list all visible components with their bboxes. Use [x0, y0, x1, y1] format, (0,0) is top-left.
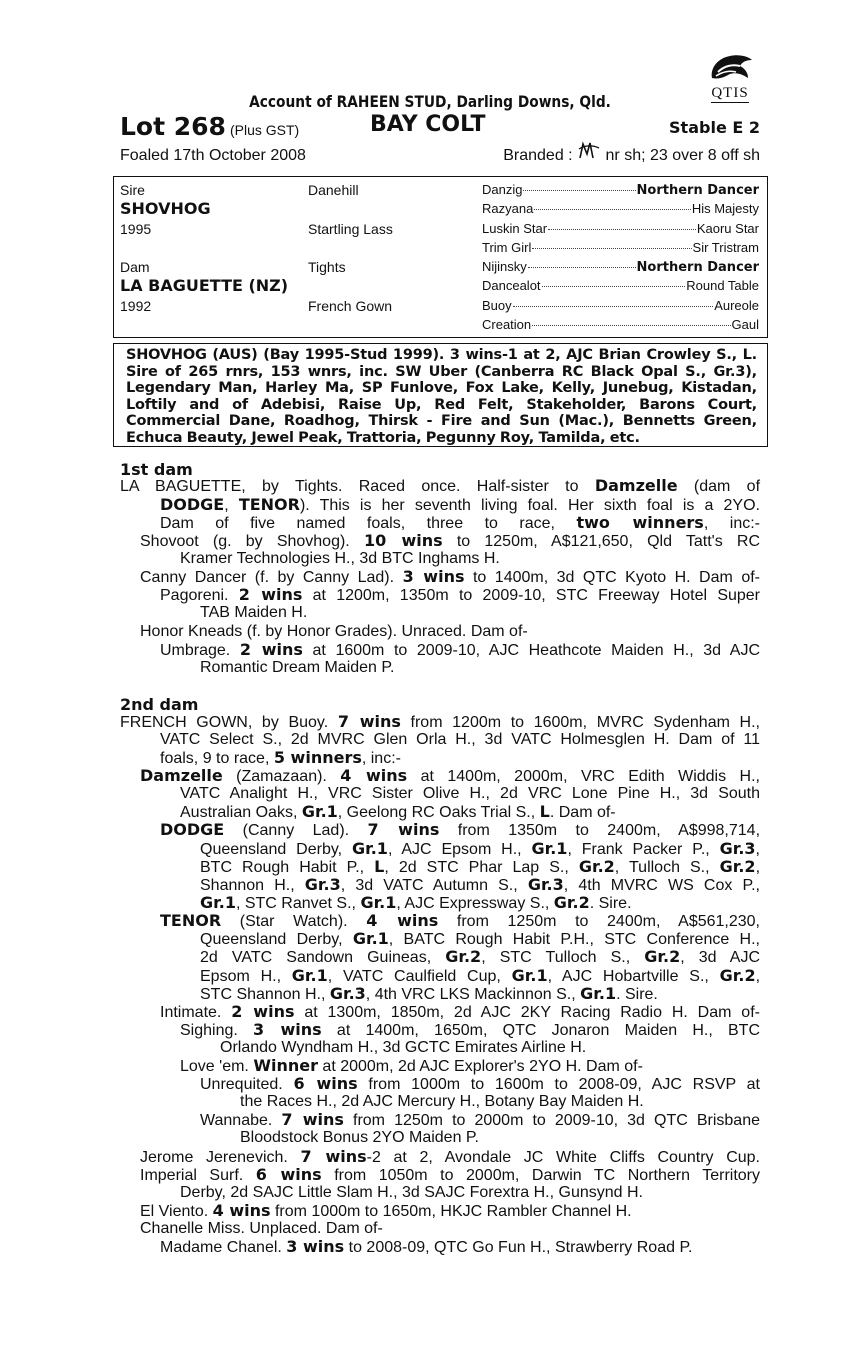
sire-summary-box — [113, 343, 768, 447]
pedigree-line — [160, 1238, 693, 1257]
text-segment: Umbrage. — [160, 642, 240, 659]
text-segment: STC Shannon H., — [200, 986, 330, 1003]
pedigree-line — [200, 967, 760, 986]
text-segment: at 1600m to 2009-10, AJC Heathcote Maiden H., 3d AJC — [302, 642, 760, 659]
text-segment: , 3d AJC — [680, 949, 760, 966]
text-segment: El Viento. — [140, 1203, 213, 1220]
leader-dots — [523, 190, 635, 191]
pedigree-line — [200, 1075, 760, 1094]
branded-detail: nr sh; 23 over 8 off sh — [605, 147, 760, 164]
text-segment: (Zamazaan). — [222, 768, 341, 785]
highlight-text: L — [539, 802, 550, 821]
text-segment: (Star Watch). — [221, 913, 367, 930]
text-segment: from 1050m to 2000m, Darwin TC Northern Territory — [321, 1167, 760, 1184]
highlight-text: Gr.3 — [527, 875, 564, 894]
third-gen-sire: Trim Girl — [482, 240, 532, 255]
highlight-text: Gr.1 — [200, 893, 236, 912]
text-segment: , STC Tulloch S., — [481, 949, 645, 966]
text-segment: , AJC Epsom H., — [387, 841, 532, 858]
leader-dots — [534, 209, 691, 210]
text-segment: Wannabe. — [200, 1112, 282, 1129]
third-gen-dam: Northern Dancer — [636, 183, 759, 198]
highlight-text: 2 wins — [239, 640, 303, 659]
highlight-text: Gr.3 — [719, 839, 756, 858]
text-segment: 2d VATC Sandown Guineas, — [200, 949, 446, 966]
third-gen-dam: His Majesty — [691, 201, 759, 216]
dam-sire: Tights — [308, 259, 346, 275]
branded-line — [440, 140, 760, 165]
text-segment: Love 'em. — [180, 1058, 254, 1075]
highlight-text: 2 wins — [231, 1002, 295, 1021]
third-gen-sire: Luskin Star — [482, 221, 548, 236]
text-segment: Jerome Jerenevich. — [140, 1149, 301, 1166]
sire-dam: Startling Lass — [308, 221, 393, 237]
lot-label: Lot 268 — [120, 112, 226, 141]
highlight-text: Gr.2 — [719, 966, 756, 985]
text-segment: Intimate. — [160, 1004, 232, 1021]
highlight-text: 3 wins — [402, 567, 465, 586]
highlight-text: 4 wins — [366, 911, 439, 930]
text-segment: , 2d STC Phar Lap S., — [384, 859, 579, 876]
text-segment: , — [755, 841, 760, 858]
second-dam-heading: 2nd dam — [120, 695, 199, 714]
first-dam-heading: 1st dam — [120, 460, 193, 479]
brand-mark-icon — [577, 140, 601, 162]
text-segment: Derby, 2d SAJC Little Slam H., 3d SAJC Forextra H., Gunsynd H. — [180, 1184, 643, 1201]
text-segment: , AJC Expressway S., — [396, 895, 554, 912]
text-segment: Chanelle Miss. Unplaced. Dam of- — [140, 1220, 383, 1237]
text-segment: at 1400m, 1650m, QTC Jonaron Maiden H., BTC — [321, 1022, 761, 1039]
text-segment: Madame Chanel. — [160, 1239, 287, 1256]
pedigree-line — [180, 1057, 643, 1076]
text-segment: LA BAGUETTE, by Tights. Raced once. Half-sister to — [120, 478, 595, 495]
text-segment: VATC Analight H., VRC Sister Olive H., 2d VRC Lone Pine H., 3d South — [180, 785, 760, 802]
third-gen-dam: Sir Tristram — [692, 240, 759, 255]
horse-emblem-icon — [704, 50, 756, 84]
text-segment: Unrequited. — [200, 1076, 294, 1093]
text-segment: , AJC Hobartville S., — [547, 968, 720, 985]
highlight-text: Gr.1 — [351, 839, 388, 858]
highlight-text: Gr.2 — [445, 947, 482, 966]
pedigree-line — [140, 568, 760, 587]
pedigree-line — [180, 1021, 760, 1040]
sire-summary: SHOVHOG (AUS) (Bay 1995-Stud 1999). 3 wins-1 at 2, AJC Brian Crowley S., L. Sire of 265 rnrs, 153 wnrs, inc. SW Uber (Canberra RC Black Opal S., Gr.3), Legendary Man, Harley Ma, SP Funlove, Fox Lake, Kelly, Junebug, Kistadan, Loftily and of Adebisi, Raise Up, Red Felt, Stakeholder, Barons Court, Commercial Dane, Roadhog, Thirsk - Fire and Sun (Mac.), Bennetts Green, Echuca Beauty, Jewel Peak, Trattoria, Pegunny Roy, Tamilda, etc. — [126, 347, 757, 446]
highlight-text: Gr.1 — [301, 802, 338, 821]
highlight-text: Damzelle — [594, 476, 678, 495]
pedigree-line — [120, 713, 760, 732]
text-segment: , inc:- — [361, 750, 401, 767]
text-segment: , 4th MVRC WS Cox P., — [563, 877, 760, 894]
text-segment: , — [755, 968, 761, 985]
text-segment: from 1200m to 1600m, MVRC Sydenham H., — [400, 714, 760, 731]
text-segment: -2 at 2, Avondale JC White Cliffs Country Cup. — [366, 1149, 760, 1166]
third-gen-sire: Dancealot — [482, 278, 541, 293]
pedigree-line — [160, 912, 760, 931]
pedigree-line — [240, 1129, 479, 1147]
third-gen-sire: Danzig — [482, 182, 523, 197]
leader-dots — [528, 267, 636, 268]
pedigree-line — [140, 767, 760, 786]
third-gen-row — [482, 316, 759, 334]
highlight-text: Damzelle — [140, 766, 223, 785]
highlight-text: 7 wins — [300, 1147, 367, 1166]
highlight-text: 7 wins — [337, 712, 401, 731]
text-segment: Imperial Surf. — [140, 1167, 256, 1184]
text-segment: , — [224, 497, 239, 514]
third-gen-dam: Northern Dancer — [636, 260, 759, 275]
text-segment: , VATC Caulfield Cup, — [327, 968, 512, 985]
pedigree-line — [160, 586, 760, 605]
text-segment: TAB Maiden H. — [200, 604, 308, 621]
text-segment: Honor Kneads (f. by Honor Grades). Unraced. Dam of- — [140, 623, 528, 640]
dam-year: 1992 — [120, 298, 152, 314]
text-segment: , Geelong RC Oaks Trial S., — [337, 804, 540, 821]
pedigree-line — [200, 858, 760, 877]
highlight-text: 3 wins — [286, 1237, 345, 1256]
text-segment: , inc:- — [703, 515, 761, 532]
text-segment: (Canny Lad). — [224, 822, 368, 839]
sire-label: Sire — [120, 182, 145, 198]
third-gen-sire: Creation — [482, 317, 532, 332]
highlight-text: DODGE — [160, 495, 225, 514]
colour-sex: BAY COLT — [370, 112, 486, 137]
highlight-text: Winner — [253, 1056, 318, 1075]
pedigree-line — [200, 604, 307, 622]
highlight-text: 10 wins — [363, 531, 443, 550]
text-segment: Sighing. — [180, 1022, 254, 1039]
text-segment: the Races H., 2d AJC Mercury H., Botany Bay Maiden H. — [240, 1093, 644, 1110]
text-segment: . Sire. — [589, 895, 632, 912]
third-gen-sire: Nijinsky — [482, 259, 527, 274]
pedigree-line — [140, 1220, 383, 1238]
text-segment: Orlando Wyndham H., 3d GCTC Emirates Airline H. — [220, 1039, 587, 1056]
pedigree-line — [160, 514, 760, 533]
text-segment: . Dam of- — [549, 804, 616, 821]
text-segment: Bloodstock Bonus 2YO Maiden P. — [240, 1129, 479, 1146]
text-segment: from 1000m to 1600m to 2008-09, AJC RSVP at — [357, 1076, 760, 1093]
text-segment: from 1000m to 1650m, HKJC Rambler Channel H. — [270, 1203, 632, 1220]
text-segment: FRENCH GOWN, by Buoy. — [120, 714, 338, 731]
pedigree-line — [160, 821, 760, 840]
pedigree-line — [140, 1166, 760, 1185]
text-segment: , STC Ranvet S., — [235, 895, 361, 912]
pedigree-line — [120, 477, 760, 496]
highlight-text: two winners — [576, 513, 704, 532]
text-segment: to 1400m, 3d QTC Kyoto H. Dam of- — [464, 569, 760, 586]
pedigree-line — [160, 1003, 760, 1022]
third-gen-row — [482, 220, 759, 238]
stable: Stable E 2 — [669, 118, 760, 137]
pedigree-line — [200, 876, 760, 895]
highlight-text: 7 wins — [281, 1110, 344, 1129]
third-gen-dam: Gaul — [731, 317, 759, 332]
highlight-text: Gr.1 — [291, 966, 328, 985]
highlight-text: Gr.3 — [304, 875, 341, 894]
text-segment: Epsom H., — [200, 968, 292, 985]
text-segment: Dam of five named foals, three to race, — [160, 515, 577, 532]
text-segment: ). This is her seventh living foal. Her sixth foal is a 2YO. — [299, 497, 760, 514]
text-segment: , — [755, 859, 761, 876]
text-segment: Pagoreni. — [160, 587, 239, 604]
third-gen-row — [482, 258, 759, 277]
text-segment: Shovoot (g. by Shovhog). — [140, 533, 364, 550]
text-segment: , BATC Rough Habit P.H., STC Conference H., — [388, 931, 760, 948]
highlight-text: Gr.1 — [360, 893, 397, 912]
text-segment: , 3d VATC Autumn S., — [340, 877, 528, 894]
third-gen-row — [482, 239, 759, 257]
text-segment: , Tulloch S., — [614, 859, 720, 876]
text-segment: at 1300m, 1850m, 2d AJC 2KY Racing Radio H. Dam of- — [294, 1004, 760, 1021]
pedigree-line — [140, 1148, 760, 1167]
sire-year: 1995 — [120, 221, 152, 237]
highlight-text: Gr.1 — [531, 839, 568, 858]
text-segment: BTC Rough Habit P., — [200, 859, 375, 876]
highlight-text: TENOR — [238, 495, 300, 514]
pedigree-line — [180, 1184, 643, 1202]
text-segment: , Frank Packer P., — [567, 841, 720, 858]
pedigree-line — [160, 731, 760, 749]
highlight-text: Gr.2 — [553, 893, 590, 912]
dam-dam: French Gown — [308, 298, 393, 314]
highlight-text: 5 winners — [273, 748, 362, 767]
pedigree-line — [240, 1093, 644, 1111]
text-segment: at 2000m, 2d AJC Explorer's 2YO H. Dam of- — [317, 1058, 643, 1075]
highlight-text: Gr.1 — [511, 966, 548, 985]
leader-dots — [532, 325, 730, 326]
pedigree-line — [200, 659, 394, 677]
pedigree-line — [180, 550, 500, 568]
account-line: Account of RAHEEN STUD, Darling Downs, Qld. — [249, 92, 611, 111]
lot-number — [120, 112, 299, 141]
pedigree-line — [140, 532, 760, 551]
sire-sire: Danehill — [308, 182, 359, 198]
dam-label: Dam — [120, 259, 150, 275]
foaled-date: Foaled 17th October 2008 — [120, 147, 306, 164]
text-segment: Australian Oaks, — [180, 804, 302, 821]
text-segment: Canny Dancer (f. by Canny Lad). — [140, 569, 403, 586]
highlight-text: Gr.1 — [580, 984, 617, 1003]
text-segment: Romantic Dream Maiden P. — [200, 659, 395, 676]
text-segment: from 1250m to 2000m to 2009-10, 3d QTC Brisbane — [343, 1112, 760, 1129]
third-gen-row — [482, 277, 759, 295]
highlight-text: 4 wins — [340, 766, 408, 785]
text-segment: to 2008-09, QTC Go Fun H., Strawberry Road P. — [344, 1239, 693, 1256]
highlight-text: 3 wins — [253, 1020, 322, 1039]
third-gen-row — [482, 200, 759, 218]
highlight-text: 4 wins — [212, 1201, 271, 1220]
pedigree-line — [200, 1111, 760, 1130]
highlight-text: TENOR — [160, 911, 222, 930]
third-gen-sire: Buoy — [482, 298, 512, 313]
third-gen-sire: Razyana — [482, 201, 534, 216]
highlight-text: Gr.2 — [719, 857, 756, 876]
pedigree-line — [160, 641, 760, 660]
leader-dots — [513, 306, 714, 307]
highlight-text: Gr.3 — [329, 984, 366, 1003]
highlight-text: L — [374, 857, 385, 876]
text-segment: foals, 9 to race, — [160, 750, 274, 767]
third-gen-row — [482, 181, 759, 200]
highlight-text: Gr.2 — [578, 857, 615, 876]
third-gen-row — [482, 297, 759, 315]
text-segment: Queensland Derby, — [200, 931, 353, 948]
text-segment: from 1350m to 2400m, A$998,714, — [439, 822, 761, 839]
third-gen-dam: Round Table — [686, 278, 759, 293]
highlight-text: Gr.2 — [644, 947, 681, 966]
highlight-text: 7 wins — [367, 820, 440, 839]
text-segment: VATC Select S., 2d MVRC Glen Orla H., 3d VATC Holmesglen H. Dam of 11 — [160, 731, 760, 748]
branded-label: Branded : — [503, 147, 573, 164]
text-segment: Queensland Derby, — [200, 841, 352, 858]
leader-dots — [542, 286, 686, 287]
leader-dots — [548, 229, 696, 230]
highlight-text: 6 wins — [255, 1165, 322, 1184]
third-gen-dam: Kaoru Star — [696, 221, 759, 236]
text-segment: . Sire. — [616, 986, 658, 1003]
highlight-text: 2 wins — [238, 585, 303, 604]
text-segment: Shannon H., — [200, 877, 305, 894]
lot-gst-note: (Plus GST) — [229, 122, 300, 138]
text-segment: to 1250m, A$121,650, Qld Tatt's RC — [442, 533, 760, 550]
pedigree-line — [200, 840, 760, 859]
text-segment: (dam of — [677, 478, 761, 495]
text-segment: Kramer Technologies H., 3d BTC Inghams H. — [180, 550, 500, 567]
text-segment: at 1400m, 2000m, VRC Edith Widdis H., — [407, 768, 760, 785]
sire-name: SHOVHOG — [120, 199, 211, 218]
pedigree-line — [140, 623, 528, 641]
highlight-text: DODGE — [160, 820, 225, 839]
dam-name: LA BAGUETTE (NZ) — [120, 276, 289, 295]
text-segment: , 4th VRC LKS Mackinnon S., — [365, 986, 581, 1003]
highlight-text: Gr.1 — [352, 929, 389, 948]
pedigree-line — [200, 948, 760, 967]
leader-dots — [532, 248, 691, 249]
pedigree-line — [180, 785, 760, 803]
third-gen-dam: Aureole — [714, 298, 759, 313]
pedigree-line — [140, 1202, 632, 1221]
pedigree-line — [220, 1039, 586, 1057]
qtis-logo-text: QTIS — [711, 85, 749, 101]
highlight-text: 6 wins — [293, 1074, 358, 1093]
text-segment: at 1200m, 1350m to 2009-10, STC Freeway Hotel Super — [302, 587, 761, 604]
text-segment: from 1250m to 2400m, A$561,230, — [438, 913, 760, 930]
